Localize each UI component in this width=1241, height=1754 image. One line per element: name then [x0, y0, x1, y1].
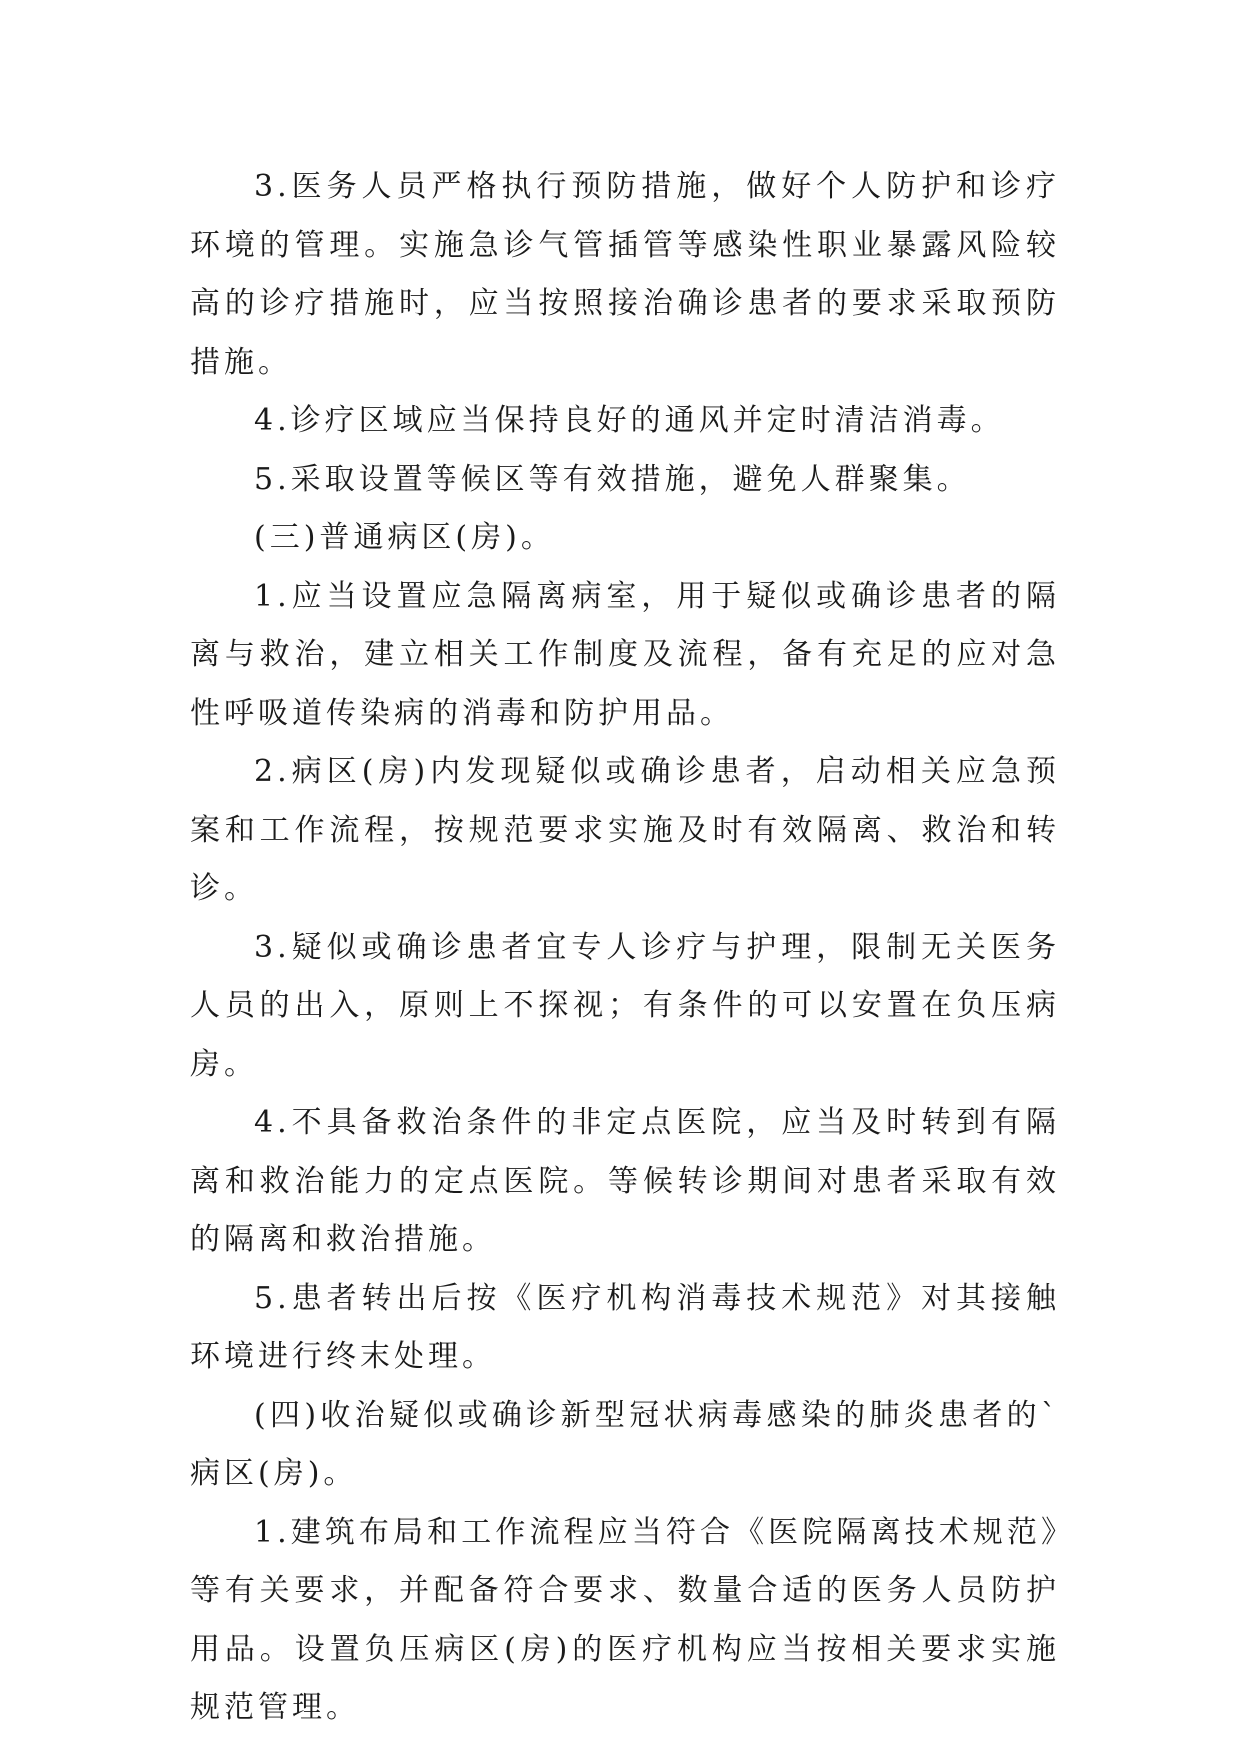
paragraph-item-4-transfer: 4.不具备救治条件的非定点医院，应当及时转到有隔离和救治能力的定点医院。等候转诊期间对患者采取有效的隔离和救治措施。: [190, 1105, 1060, 1257]
paragraph-item-2-emergency-plan: 2.病区(房)内发现疑似或确诊患者，启动相关应急预案和工作流程，按规范要求实施及时有效隔离、救治和转诊。: [190, 754, 1060, 906]
paragraph-item-5-waiting-area: 5.采取设置等候区等有效措施，避免人群聚集。: [254, 461, 971, 497]
section-heading-designated-ward: (四)收治疑似或确诊新型冠状病毒感染的肺炎患者的`病区(房)。: [190, 1397, 1060, 1491]
paragraph-item-1-isolation-room: 1.应当设置应急隔离病室，用于疑似或确诊患者的隔离与救治，建立相关工作制度及流程，备有充足的应对急性呼吸道传染病的消毒和防护用品。: [190, 578, 1060, 731]
section-heading-general-ward: (三)普通病区(房)。: [254, 520, 555, 555]
document-body: [190, 158, 1060, 1738]
paragraph-item-3-staff-precautions: 3.医务人员严格执行预防措施，做好个人防护和诊疗环境的管理。实施急诊气管插管等感染性职业暴露风险较高的诊疗措施时，应当按照接治确诊患者的要求采取预防措施。: [190, 169, 1060, 380]
paragraph-item-5-terminal-disinfection: 5.患者转出后按《医疗机构消毒技术规范》对其接触环境进行终末处理。: [190, 1280, 1060, 1374]
paragraph-item-1-building-layout: 1.建筑布局和工作流程应当符合《医院隔离技术规范》等有关要求，并配备符合要求、数量合适的医务人员防护用品。设置负压病区(房)的医疗机构应当按相关要求实施规范管理。: [190, 1514, 1060, 1725]
paragraph-item-3-dedicated-care: 3.疑似或确诊患者宜专人诊疗与护理，限制无关医务人员的出入，原则上不探视；有条件的可以安置在负压病房。: [190, 929, 1060, 1082]
paragraph-item-4-ventilation: 4.诊疗区域应当保持良好的通风并定时清洁消毒。: [254, 403, 1005, 438]
